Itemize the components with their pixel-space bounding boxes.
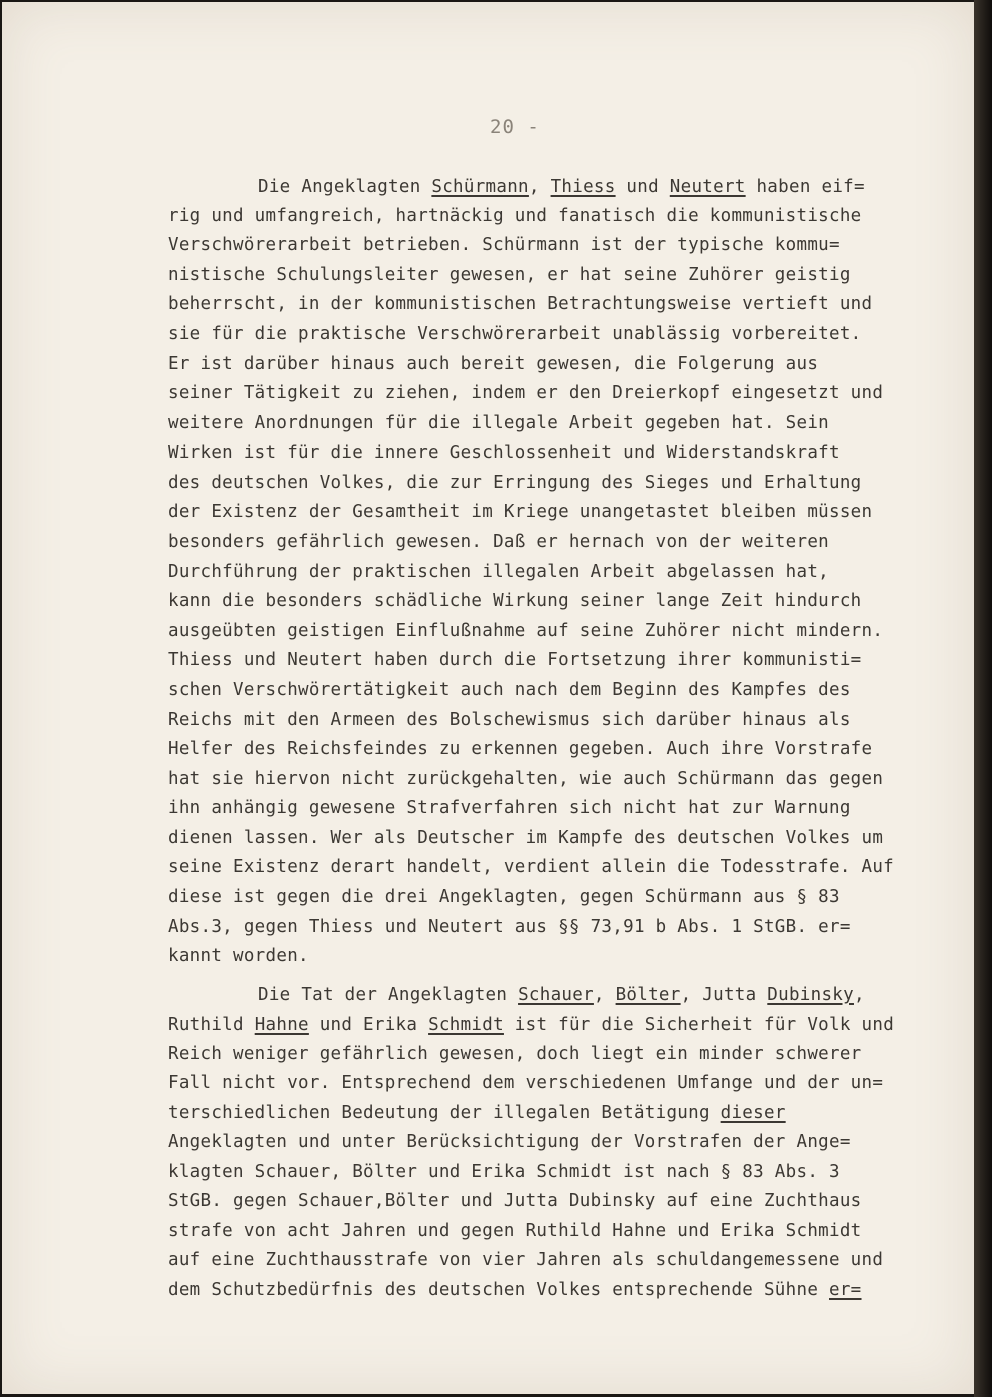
- text-line: dem Schutzbedürfnis des deutschen Volkes entsprechende Sühne er=: [168, 1280, 862, 1300]
- text-line: Fall nicht vor. Entsprechend dem verschiedenen Umfange und der un=: [168, 1073, 884, 1093]
- text-line: Reichs mit den Armeen des Bolschewismus sich darüber hinaus als: [168, 710, 851, 730]
- text-line: terschiedlichen Bedeutung der illegalen Betätigung dieser: [168, 1103, 786, 1123]
- text-line: seiner Tätigkeit zu ziehen, indem er den Dreierkopf eingesetzt und: [168, 383, 884, 403]
- text-line: Reich weniger gefährlich gewesen, doch liegt ein minder schwerer: [168, 1044, 862, 1064]
- text-line: Ruthild Hahne und Erika Schmidt ist für die Sicherheit für Volk und: [168, 1015, 895, 1035]
- text-line: dienen lassen. Wer als Deutscher im Kampfe des deutschen Volkes um: [168, 828, 884, 848]
- page-edge-shadow: [974, 0, 992, 1397]
- text-line: der Existenz der Gesamtheit im Kriege unangetastet bleiben müssen: [168, 502, 873, 522]
- text-line: Helfer des Reichsfeindes zu erkennen gegeben. Auch ihre Vorstrafe: [168, 739, 873, 759]
- text-line: rig und umfangreich, hartnäckig und fanatisch die kommunistische: [168, 206, 862, 226]
- text-line: kannt worden.: [168, 946, 309, 966]
- text-line: Er ist darüber hinaus auch bereit gewesen, die Folgerung aus: [168, 354, 819, 374]
- text-line: Die Tat der Angeklagten Schauer, Bölter, Jutta Dubinsky,: [258, 985, 865, 1005]
- text-line: Verschwörerarbeit betrieben. Schürmann ist der typische kommu=: [168, 235, 840, 255]
- text-line: sie für die praktische Verschwörerarbeit unablässig vorbereitet.: [168, 324, 862, 344]
- text-line: ihn anhängig gewesene Strafverfahren sich nicht hat zur Warnung: [168, 798, 851, 818]
- text-line: Durchführung der praktischen illegalen Arbeit abgelassen hat,: [168, 562, 829, 582]
- text-line: Angeklagten und unter Berücksichtigung der Vorstrafen der Ange=: [168, 1132, 851, 1152]
- text-line: weitere Anordnungen für die illegale Arbeit gegeben hat. Sein: [168, 413, 829, 433]
- text-line: des deutschen Volkes, die zur Erringung des Sieges und Erhaltung: [168, 473, 862, 493]
- text-line: nistische Schulungsleiter gewesen, er hat seine Zuhörer geistig: [168, 265, 851, 285]
- text-line: klagten Schauer, Bölter und Erika Schmidt ist nach § 83 Abs. 3: [168, 1162, 840, 1182]
- text-line: seine Existenz derart handelt, verdient allein die Todesstrafe. Auf: [168, 857, 895, 877]
- text-line: strafe von acht Jahren und gegen Ruthild Hahne und Erika Schmidt: [168, 1221, 862, 1241]
- text-line: kann die besonders schädliche Wirkung seiner lange Zeit hindurch: [168, 591, 862, 611]
- text-line: hat sie hiervon nicht zurückgehalten, wie auch Schürmann das gegen: [168, 769, 884, 789]
- text-line: ausgeübten geistigen Einflußnahme auf seine Zuhörer nicht mindern.: [168, 621, 884, 641]
- page-number: 20 -: [490, 116, 540, 138]
- text-line: StGB. gegen Schauer,Bölter und Jutta Dubinsky auf eine Zuchthaus: [168, 1191, 862, 1211]
- text-line: schen Verschwörertätigkeit auch nach dem Beginn des Kampfes des: [168, 680, 851, 700]
- text-line: Die Angeklagten Schürmann, Thiess und Neutert haben eif=: [258, 177, 865, 197]
- text-line: beherrscht, in der kommunistischen Betrachtungsweise vertieft und: [168, 294, 873, 314]
- text-line: Thiess und Neutert haben durch die Fortsetzung ihrer kommunisti=: [168, 650, 862, 670]
- text-line: Abs.3, gegen Thiess und Neutert aus §§ 73,91 b Abs. 1 StGB. er=: [168, 917, 851, 937]
- text-line: Wirken ist für die innere Geschlossenheit und Widerstandskraft: [168, 443, 840, 463]
- text-line: diese ist gegen die drei Angeklagten, gegen Schürmann aus § 83: [168, 887, 840, 907]
- text-line: besonders gefährlich gewesen. Daß er hernach von der weiteren: [168, 532, 829, 552]
- text-line: auf eine Zuchthausstrafe von vier Jahren als schuldangemessene und: [168, 1250, 884, 1270]
